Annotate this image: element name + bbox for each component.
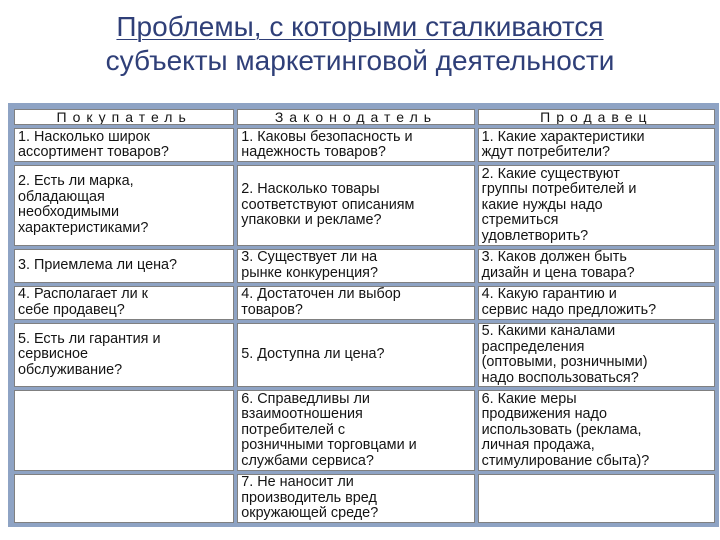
table-row [14,390,715,470]
table-cell: 2. Есть ли марка, обладающая необходимыми характеристиками? [14,165,234,245]
table-cell: 2. Насколько товары соответствуют описаниям упаковки и рекламе? [237,165,474,245]
table-cell: 1. Насколько широк ассортимент товаров? [14,128,234,162]
table-cell: 3. Существует ли на рынке конкуренция? [237,249,474,283]
table-cell [478,474,715,523]
problems-table-frame [8,103,719,527]
slide-title [0,10,720,78]
table-cell: 3. Приемлема ли цена? [14,249,234,283]
table-cell: 1. Каковы безопасность и надежность товаров? [237,128,474,162]
table-row [14,249,715,283]
table-cell: 4. Достаточен ли выбор товаров? [237,286,474,320]
table-cell: 4. Располагает ли к себе продавец? [14,286,234,320]
table-cell: 5. Есть ли гарантия и сервисное обслуживание? [14,323,234,387]
header-seller: Продавец [478,109,715,125]
table-cell: 7. Не наносит ли производитель вред окружающей среде? [237,474,474,523]
table-cell: 5. Доступна ли цена? [237,323,474,387]
header-legislator: Законодатель [237,109,474,125]
table-cell: 6. Справедливы ли взаимоотношения потребителей с розничными торговцами и службами сервиса? [237,390,474,470]
table-header-row [14,109,715,125]
title-line-1: Проблемы, с которыми сталкиваются [116,11,604,42]
table-row [14,323,715,387]
table-cell: 6. Какие меры продвижения надо использовать (реклама, личная продажа, стимулирование сбыта)? [478,390,715,470]
table-row [14,286,715,320]
table-cell [14,390,234,470]
table-cell: 2. Какие существуют группы потребителей и какие нужды надо стремиться удовлетворить? [478,165,715,245]
table-row [14,165,715,245]
title-line-2: субъекты маркетинговой деятельности [105,45,615,76]
table-cell: 1. Какие характеристики ждут потребители? [478,128,715,162]
table-cell: 3. Каков должен быть дизайн и цена товара? [478,249,715,283]
header-buyer: Покупатель [14,109,234,125]
table-cell: 4. Какую гарантию и сервис надо предложить? [478,286,715,320]
table-row [14,474,715,523]
table-cell: 5. Какими каналами распределения (оптовыми, розничными) надо воспользоваться? [478,323,715,387]
table-row [14,128,715,162]
problems-table [11,106,718,526]
table-cell [14,474,234,523]
